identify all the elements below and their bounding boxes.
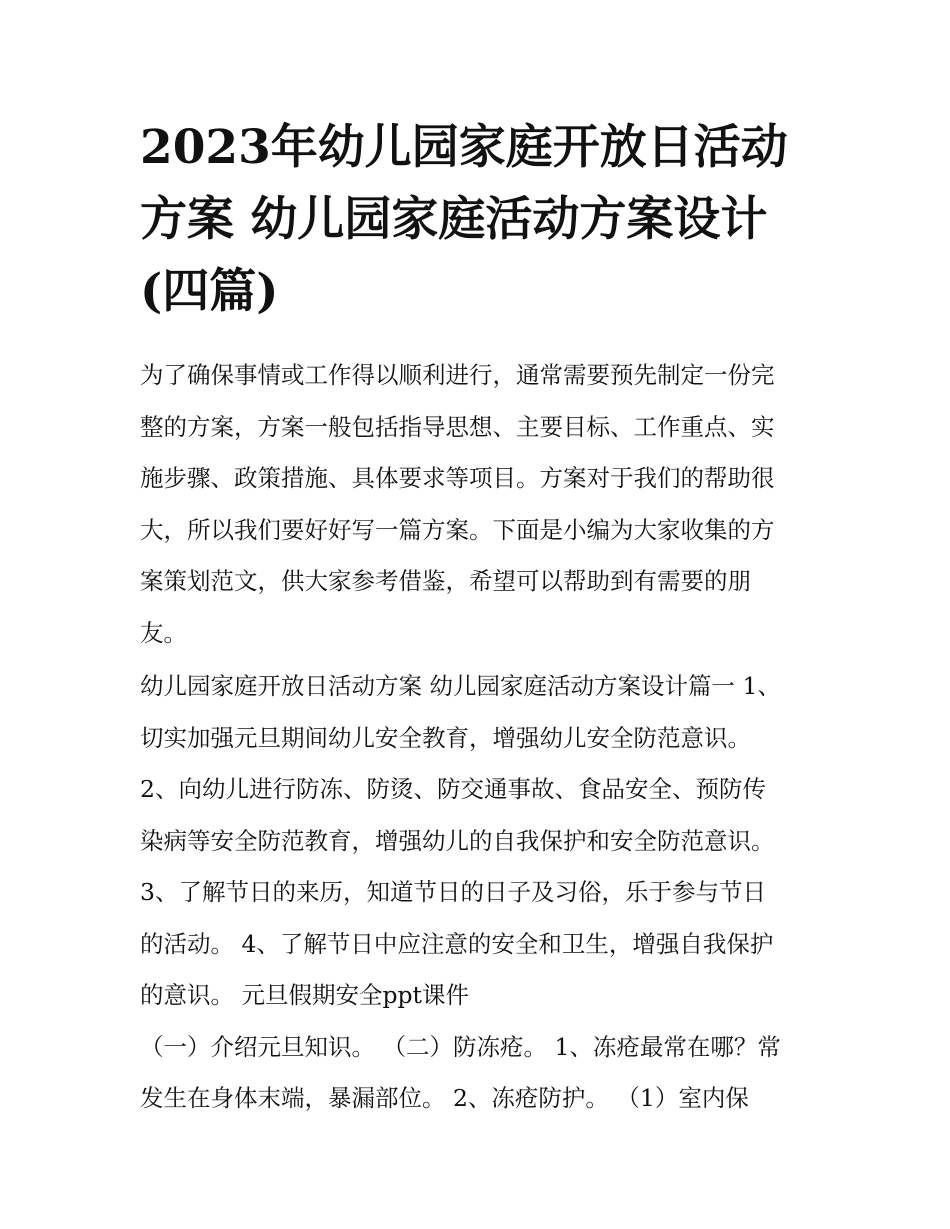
text-line: 切实加强元旦期间幼儿安全教育，增强幼儿安全防范意识。 bbox=[140, 723, 751, 752]
text-line: 的意识。 元旦假期安全ppt课件 bbox=[140, 981, 469, 1009]
text-line: 3、了解节日的来历，知道节日的日子及习俗，乐于参与节日 bbox=[140, 878, 766, 906]
title-line: 2023年幼儿园家庭开放日活动 bbox=[140, 120, 788, 175]
body-paragraph bbox=[140, 661, 820, 1125]
text-line: 发生在身体末端，暴漏部位。 2、冻疮防护。 （1）室内保 bbox=[140, 1084, 749, 1112]
text-line: 友。 bbox=[140, 618, 187, 647]
text-line: 整的方案，方案一般包括指导思想、主要目标、工作重点、实 bbox=[140, 412, 775, 441]
document-title bbox=[140, 118, 820, 342]
text-line: 染病等安全防范教育，增强幼儿的自我保护和安全防范意识。 bbox=[140, 826, 775, 855]
text-line: 2、向幼儿进行防冻、防烫、防交通事故、食品安全、预防传 bbox=[140, 775, 766, 803]
title-line: 方案 幼儿园家庭活动方案设计 bbox=[140, 192, 768, 247]
text-line: 幼儿园家庭开放日活动方案 幼儿园家庭活动方案设计篇一 1、 bbox=[140, 672, 781, 700]
text-line: 大，所以我们要好好写一篇方案。下面是小编为大家收集的方 bbox=[140, 515, 775, 544]
text-line: 案策划范文，供大家参考借鉴，希望可以帮助到有需要的朋 bbox=[140, 567, 751, 595]
text-line: 施步骤、政策措施、具体要求等项目。方案对于我们的帮助很 bbox=[140, 464, 775, 492]
text-line: （一）介绍元旦知识。 （二）防冻疮。 1、冻疮最常在哪？常 bbox=[140, 1032, 781, 1061]
document-content bbox=[140, 118, 820, 1125]
text-line: 为了确保事情或工作得以顺利进行，通常需要预先制定一份完 bbox=[140, 361, 775, 389]
title-line: (四篇) bbox=[140, 264, 279, 319]
text-line: 的活动。 4、了解节日中应注意的安全和卫生，增强自我保护 bbox=[140, 929, 774, 958]
intro-paragraph bbox=[140, 350, 820, 659]
